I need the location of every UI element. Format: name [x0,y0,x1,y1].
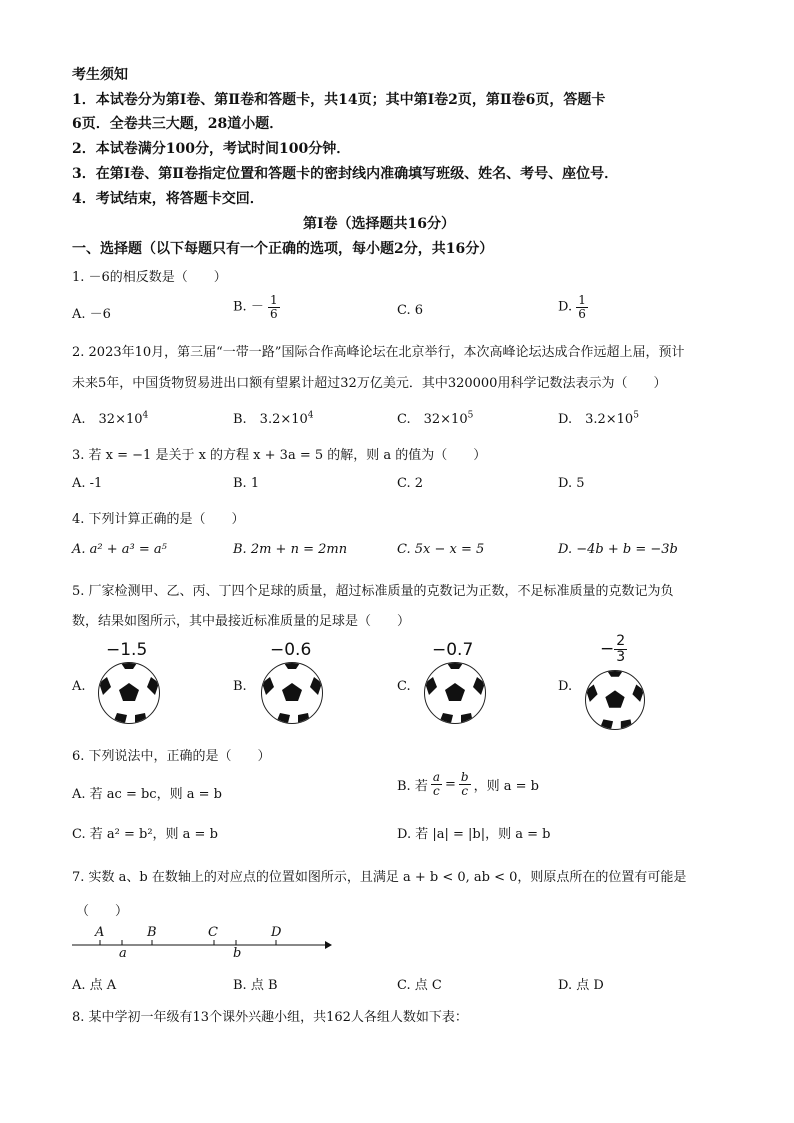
notice-item-3: 3．在第Ⅰ卷、第Ⅱ卷指定位置和答题卡的密封线内准确填写班级、姓名、考号、座位号． [72,166,619,182]
section-heading: 一、选择题（以下每题只有一个正确的选项，每小题2分，共16分） [72,241,494,257]
q4-stem: 4. 下列计算正确的是（ ） [72,512,245,527]
q5-option-a-label: A. [72,679,86,694]
section-title: 第Ⅰ卷（选择题共16分） [303,216,456,232]
q7-option-a: A. 点 A [72,978,117,993]
q1-option-a: A. －6 [72,307,111,322]
q5-line-2: 数，结果如图所示，其中最接近标准质量的足球是（ ） [72,614,411,629]
q2-option-a: A. $32\times 10^4$ [72,410,149,427]
q6-stem: 6. 下列说法中，正确的是（ ） [72,749,271,764]
notice-item-1a: 1．本试卷分为第Ⅰ卷、第Ⅱ卷和答题卡，共14页；其中第Ⅰ卷2页，第Ⅱ卷6页，答题卡 [72,92,606,108]
q3-option-d: D. 5 [558,476,585,491]
q3-option-a: A. -1 [72,476,103,491]
q6-option-d: D. 若 |a| = |b|，则 a = b [397,827,551,842]
q2-line-2: 未来5年，中国货物贸易进出口额有望累计超过32万亿美元．其中320000用科学记数法表示为（ ） [72,376,667,391]
football-d-icon [585,670,645,730]
q4-option-c: C. 5x − x = 5 [397,542,485,557]
football-c-icon [424,662,486,724]
q3-option-c: C. 2 [397,476,424,491]
q5-line-1: 5. 厂家检测甲、乙、丙、丁四个足球的质量，超过标准质量的克数记为正数，不足标准质量的克数记为负 [72,584,674,599]
q4-option-a: A. a² + a³ = a⁵ [72,542,167,557]
q7-line-1: 7. 实数 a、b 在数轴上的对应点的位置如图所示，且满足 a + b < 0, ab < 0，则原点所在的位置有可能是 [72,870,687,885]
q6-option-a: A. 若 ac = bc，则 a = b [72,787,222,802]
q7-option-b: B. 点 B [233,978,278,993]
q1-option-c: C. 6 [397,303,424,318]
point-A-label: A [95,925,105,940]
q4-option-b: B. 2m + n = 2mn [233,542,348,557]
q5-option-d-label: D. [558,679,573,694]
q5-ball-b-value: −0.6 [270,640,312,660]
q1-stem: 1. －6的相反数是（ ） [72,270,227,285]
point-a-label: a [119,946,127,961]
q5-option-c-label: C. [397,679,411,694]
q5-option-b-label: B. [233,679,247,694]
q5-ball-a-value: −1.5 [106,640,148,660]
q7-option-c: C. 点 C [397,978,442,993]
q2-option-d: D. $3.2\times 10^5$ [558,410,639,427]
q8-stem: 8. 某中学初一年级有13个课外兴趣小组，共162人各组人数如下表： [72,1010,468,1025]
q5-ball-d-value: − $\frac{2}{3}$ [600,633,626,665]
q1-option-b: B. － $\frac{1}{6}$ [233,293,278,321]
notice-item-2: 2．本试卷满分100分，考试时间100分钟． [72,141,351,157]
q4-option-d: D. −4b + b = −3b [558,542,678,557]
q7-line-2: （ ） [76,904,129,919]
q1-option-d: D. $\frac{1}{6}$ [558,293,586,321]
point-b-label: b [233,946,242,961]
q3-option-b: B. 1 [233,476,260,491]
q2-line-1: 2. 2023年10月，第三届“一带一路”国际合作高峰论坛在北京举行，本次高峰论坛达成合作远超上届，预计 [72,345,685,360]
notice-item-1b: 6页．全卷共三大题，28道小题． [72,116,284,132]
football-b-icon [261,662,323,724]
q3-stem: 3. 若 x = −1 是关于 x 的方程 x + 3a = 5 的解，则 a 的值为（ ） [72,448,487,463]
q6-option-b: B. 若 $\frac{a}{c}$ = $\frac{b}{c}$ ，则 a = b [397,770,539,798]
q6-option-c: C. 若 a² = b²，则 a = b [72,827,218,842]
point-B-label: B [147,925,157,940]
q7-option-d: D. 点 D [558,978,604,993]
football-a-icon [98,662,160,724]
point-D-label: D [271,925,282,940]
q2-option-c: C. $32\times 10^5$ [397,410,474,427]
q2-option-b: B. $3.2\times 10^4$ [233,410,314,427]
point-C-label: C [208,925,218,940]
number-line [70,925,340,965]
q5-ball-c-value: −0.7 [432,640,474,660]
notice-item-4: 4．考试结束，将答题卡交回． [72,191,264,207]
notice-title: 考生须知 [72,67,128,83]
